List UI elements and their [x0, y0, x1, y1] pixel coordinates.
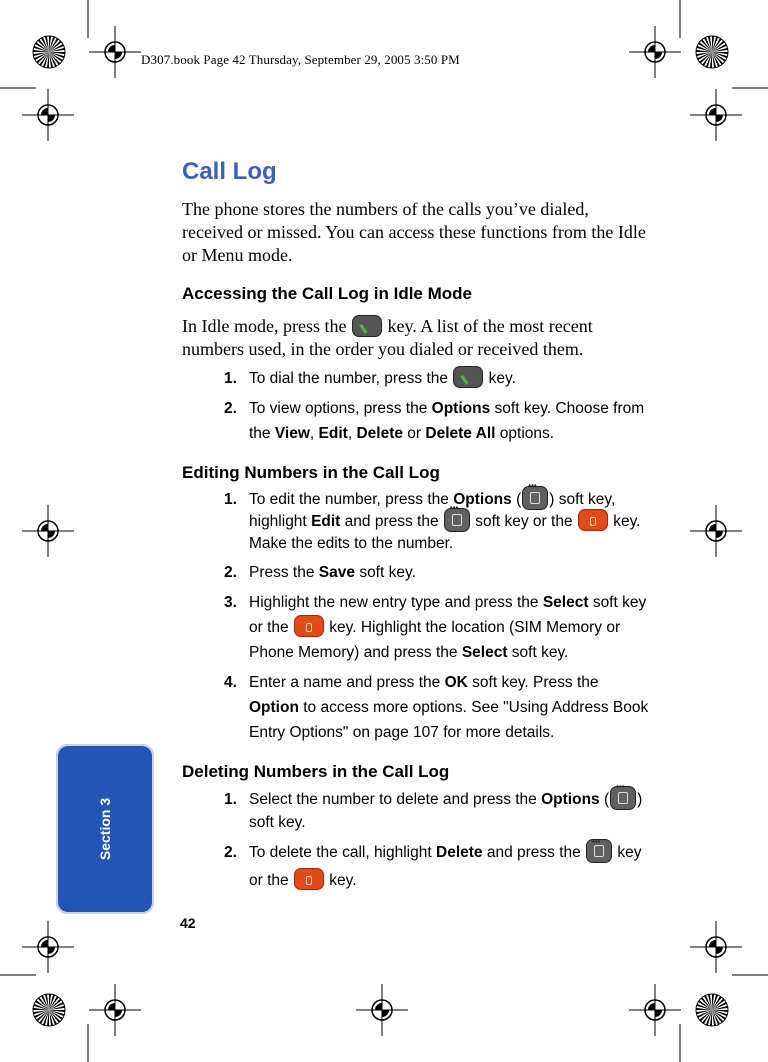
page-number: 42 — [180, 915, 196, 931]
crosshair-mark — [629, 26, 681, 78]
page-title: Call Log — [182, 158, 277, 185]
idle-steps-list — [182, 366, 652, 446]
list-item: 3. Highlight the new entry type and press the Select soft key or the key. Highlight the location (SIM Memory or Phone Memory) and press the Select soft key. — [224, 594, 647, 661]
soft-key-icon — [522, 486, 548, 510]
crosshair-mark — [22, 921, 74, 973]
send-key-icon — [453, 366, 483, 388]
section-tab-label: Section 3 — [97, 797, 113, 861]
list-item: 2. To delete the call, highlight Delete and press the ••• key or the key. — [182, 839, 652, 895]
crosshair-mark — [22, 89, 74, 141]
send-key-icon — [352, 315, 382, 337]
list-item: 2. Press the Save soft key. — [224, 564, 416, 581]
crosshair-mark — [89, 984, 141, 1036]
book-header-line: D307.book Page 42 Thursday, September 29, 2005 3:50 PM — [141, 52, 460, 67]
list-item: 1. Select the number to delete and press the Options (••• ) soft key. — [182, 788, 652, 834]
page-content — [182, 156, 652, 895]
list-item: 2. To view options, press the Options soft key. Choose from the View, Edit, Delete or Delete All options. — [224, 400, 645, 442]
idle-mode-heading: Accessing the Call Log in Idle Mode — [182, 284, 472, 303]
starburst-mark — [696, 994, 728, 1026]
crosshair-mark — [690, 89, 742, 141]
end-key-icon — [294, 868, 324, 890]
list-item: 1. To dial the number, press the key. — [182, 366, 652, 391]
crosshair-mark — [629, 984, 681, 1036]
soft-key-icon — [444, 508, 470, 532]
deleting-steps-list — [182, 788, 652, 895]
crosshair-mark — [22, 505, 74, 557]
crosshair-mark — [356, 984, 408, 1036]
starburst-mark — [33, 36, 65, 68]
crosshair-mark — [89, 26, 141, 78]
section-tab — [56, 744, 154, 914]
intro-paragraph: The phone stores the numbers of the calls you’ve dialed, received or missed. You can access these functions from the Idle or Menu mode. — [182, 199, 646, 265]
idle-mode-paragraph: In Idle mode, press the key. A list of the most recent numbers used, in the order you dialed or received them. — [182, 316, 593, 359]
soft-key-icon — [610, 786, 636, 810]
list-item: 4. Enter a name and press the OK soft key. Press the Option to access more options. See "Using Address Book Entry Options" on page 107 for more details. — [224, 674, 649, 741]
end-key-icon — [578, 509, 608, 531]
crosshair-mark — [690, 921, 742, 973]
editing-heading: Editing Numbers in the Call Log — [182, 463, 440, 482]
starburst-mark — [33, 994, 65, 1026]
deleting-heading: Deleting Numbers in the Call Log — [182, 762, 450, 781]
editing-steps-list — [182, 489, 652, 745]
crosshair-mark — [690, 505, 742, 557]
soft-key-icon — [586, 839, 612, 863]
starburst-mark — [696, 36, 728, 68]
list-item: 1. To edit the number, press the Options (••• ) soft key, highlight Edit and press the ••• soft key or the key. Make the edits to the number. — [182, 489, 652, 555]
end-key-icon — [294, 615, 324, 637]
